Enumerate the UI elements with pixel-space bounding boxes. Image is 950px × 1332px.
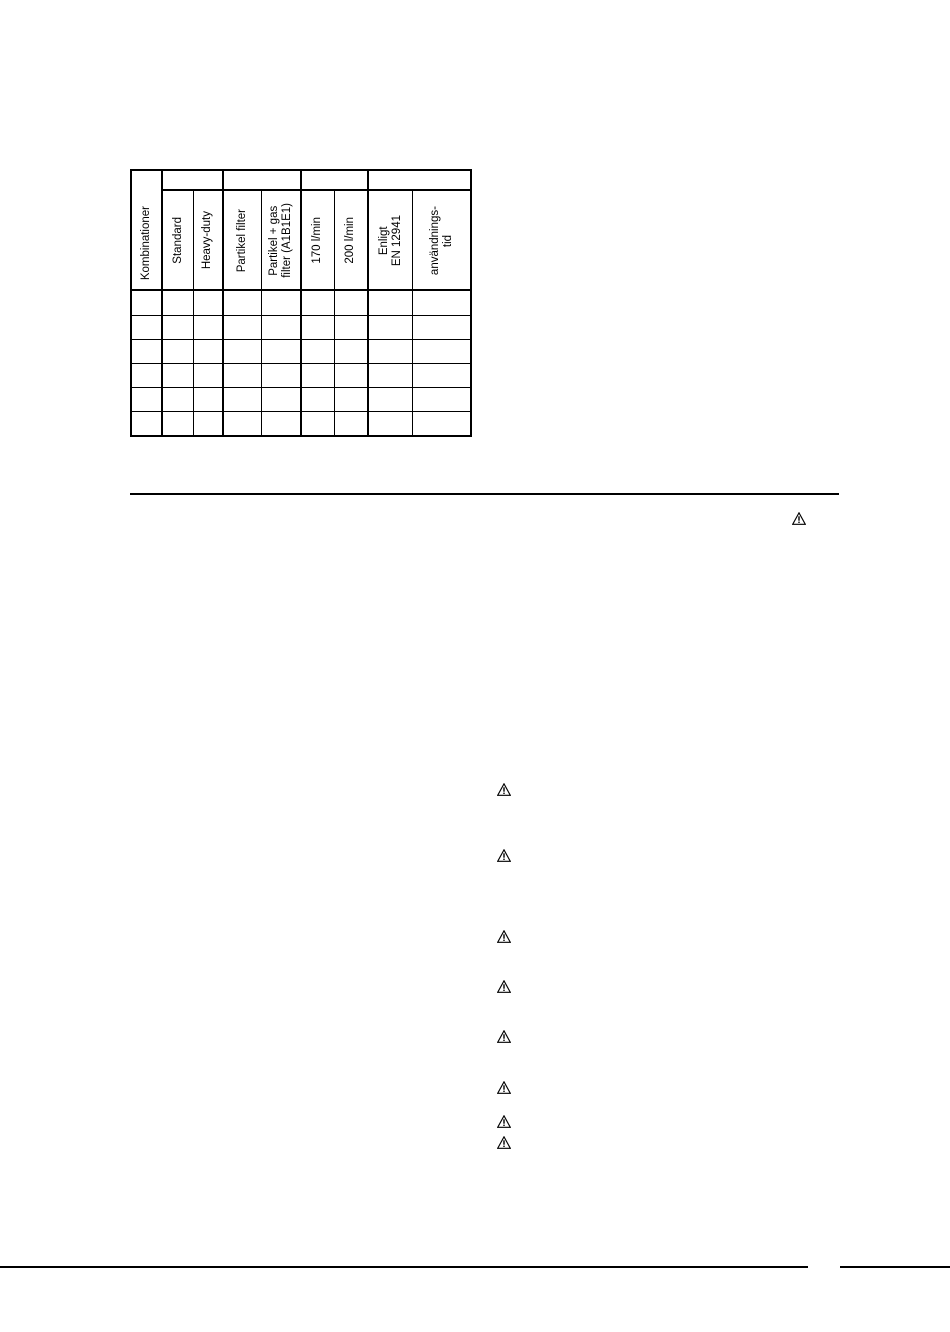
table-cell: [301, 315, 334, 339]
table-cell: [193, 315, 222, 339]
table-cell: [131, 387, 162, 411]
table-cell: [334, 411, 368, 436]
table-cell: [131, 339, 162, 363]
table-cell: [262, 387, 301, 411]
warning-triangle-icon: [497, 1115, 511, 1128]
warning-triangle-icon: [497, 980, 511, 993]
group-header-cell: [162, 170, 222, 190]
table-row: [131, 315, 471, 339]
table-cell: [131, 315, 162, 339]
column-header-standard: Standard: [171, 216, 184, 264]
column-header-cell: [162, 190, 193, 290]
column-header-usage-time: användnings- tid: [428, 205, 454, 275]
group-header-cell: [368, 170, 471, 190]
table-cell: [334, 363, 368, 387]
table-cell: [368, 290, 412, 315]
table-cell: [262, 315, 301, 339]
table-cell: [301, 290, 334, 315]
table-cell: [223, 290, 262, 315]
warning-triangle-icon: [497, 849, 511, 862]
table-cell: [131, 411, 162, 436]
table-cell: [368, 411, 412, 436]
table-cell: [368, 363, 412, 387]
column-header-row: [131, 190, 471, 290]
group-header-cell: [223, 170, 301, 190]
table-cell: [262, 363, 301, 387]
table-cell: [413, 363, 471, 387]
table-body: [131, 290, 471, 436]
table-row: [131, 387, 471, 411]
table-cell: [193, 387, 222, 411]
table-cell: [301, 339, 334, 363]
table-cell: [262, 411, 301, 436]
table-cell: [131, 363, 162, 387]
column-header-170-lmin: 170 l/min: [311, 216, 324, 264]
warning-triangle-icon: [497, 930, 511, 943]
warning-triangle-icon: [497, 783, 511, 796]
warning-triangle-icon: [497, 1136, 511, 1149]
column-header-particle-gas-filter: Partikel + gas filter (A1B1E1): [268, 202, 294, 278]
column-header-cell: [413, 190, 471, 290]
table-cell: [413, 339, 471, 363]
warning-triangle-icon: [792, 512, 806, 525]
table-cell: [368, 339, 412, 363]
column-header-cell: [334, 190, 368, 290]
table-cell: [301, 411, 334, 436]
table-cell: [162, 290, 193, 315]
column-header-cell: [301, 190, 334, 290]
table-row: [131, 339, 471, 363]
column-header-cell: [223, 190, 262, 290]
table-cell: [368, 387, 412, 411]
combination-table: [130, 169, 472, 437]
column-header-heavy-duty: Heavy-duty: [201, 211, 214, 270]
column-header-particle-filter: Partikel filter: [235, 208, 248, 272]
table-cell: [301, 387, 334, 411]
table-cell: [413, 411, 471, 436]
table-cell: [223, 411, 262, 436]
column-header-cell: [262, 190, 301, 290]
table-row: [131, 411, 471, 436]
table-cell: [223, 339, 262, 363]
table-cell: [301, 363, 334, 387]
table-row: [131, 363, 471, 387]
table-cell: [334, 290, 368, 315]
column-header-en-12941: Enligt EN 12941: [377, 214, 403, 266]
combinations-header: Kombinationer: [140, 206, 153, 281]
table-cell: [368, 315, 412, 339]
table-cell: [131, 290, 162, 315]
table-cell: [193, 290, 222, 315]
table-cell: [413, 290, 471, 315]
table-cell: [162, 363, 193, 387]
table-cell: [334, 315, 368, 339]
table-cell: [193, 411, 222, 436]
table-cell: [413, 315, 471, 339]
table-cell: [162, 387, 193, 411]
table-cell: [223, 315, 262, 339]
table-cell: [223, 363, 262, 387]
footer-rule-right: [840, 1266, 950, 1268]
table-cell: [193, 339, 222, 363]
group-header-cell: [301, 170, 368, 190]
table-cell: [162, 411, 193, 436]
table-cell: [193, 363, 222, 387]
table-cell: [334, 339, 368, 363]
table-cell: [262, 290, 301, 315]
warning-triangle-icon: [497, 1081, 511, 1094]
column-header-cell: [193, 190, 222, 290]
combinations-header-cell: [131, 170, 162, 290]
column-header-200-lmin: 200 l/min: [344, 216, 357, 264]
table-row: [131, 290, 471, 315]
warning-triangle-icon: [497, 1030, 511, 1043]
footer-rule: [0, 1266, 808, 1268]
table-cell: [334, 387, 368, 411]
group-header-row: [131, 170, 471, 190]
section-divider: [130, 493, 839, 495]
table-cell: [413, 387, 471, 411]
table-cell: [162, 315, 193, 339]
table-cell: [162, 339, 193, 363]
table-cell: [223, 387, 262, 411]
table-cell: [262, 339, 301, 363]
column-header-cell: [368, 190, 412, 290]
